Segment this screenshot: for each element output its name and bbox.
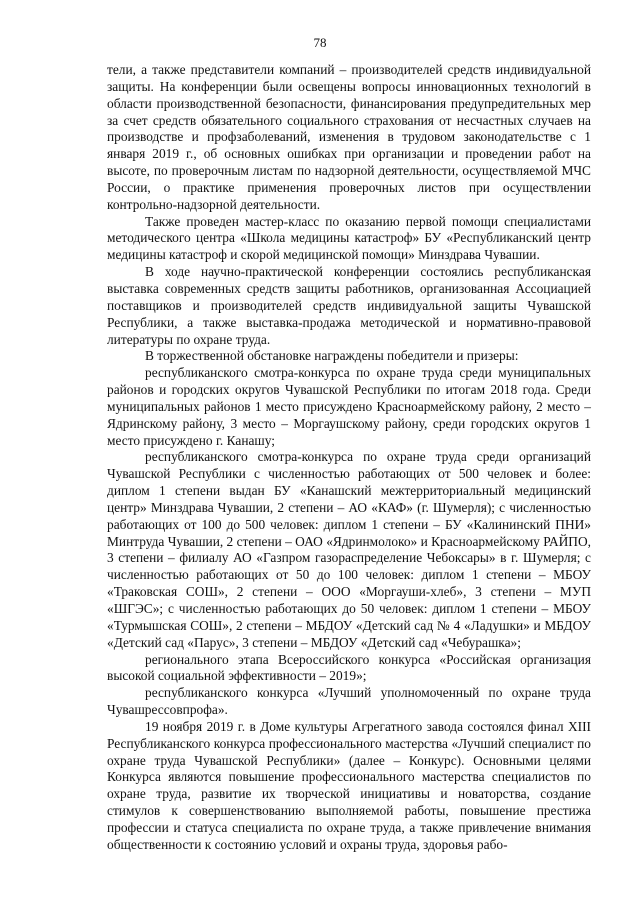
body-text bbox=[107, 62, 591, 854]
paragraph-final-contest: 19 ноября 2019 г. в Доме культуры Агрегатного завода состоялся финал XIII Республиканского конкурса профессионального мастерства «Лучший специалист по охране труда Чувашской Республики» (далее – Конкурс). Основными целями Конкурса являются повышение профессионального мастерства специалистов по охране труда, развитие их творческой инициативы и новаторства, создание стимулов к совершенствованию выполняемой работы, повышение престижа профессии и статуса специалиста по охране труда, а также привлечение внимания общественности к состоянию условий и охраны труда, здоровья рабо- bbox=[107, 718, 591, 852]
paragraph-regional-stage: регионального этапа Всероссийского конкурса «Российская организация высокой социальной эффективности – 2019»; bbox=[107, 651, 591, 684]
paragraph-conference-topics: тели, а также представители компаний – производителей средств индивидуальной защиты. На конференции были освещены вопросы инновационных технологий в области производственной безопасности, финансирования предупредительных мер за счет средств обязательного социального страхования от несчастных случаев на производстве и профзаболеваний, изменения в трудовом законодательстве с 1 января 2019 г., об основных ошибках при организации и проведении работ на высоте, по проверочным листам по надзорной деятельности, осуществляемой МЧС России, о практике применения проверочных листов при осуществлении контрольно-надзорной деятельности. bbox=[107, 62, 591, 212]
paragraph-best-commissioner: республиканского конкурса «Лучший уполномоченный по охране труда Чувашрессовпрофа». bbox=[107, 685, 591, 718]
page-number: 78 bbox=[313, 35, 327, 50]
paragraph-awards-intro: В торжественной обстановке награждены победители и призеры: bbox=[145, 348, 519, 364]
paragraph-exhibition: В ходе научно-практической конференции состоялись республиканская выставка современных средств защиты работников, организованная Ассоциацией поставщиков и производителей средств индивидуальной защиты Чувашской Республики, а также выставка-продажа методической и нормативно-правовой литературы по охране труда. bbox=[107, 264, 591, 347]
paragraph-master-class: Также проведен мастер-класс по оказанию первой помощи специалистами методического центра «Школа медицины катастроф» БУ «Республиканский центр медицины катастроф и скорой медицинской помощи» Минздрава Чувашии. bbox=[107, 213, 591, 263]
paragraph-municipal-contest: республиканского смотра-конкурса по охране труда среди муниципальных районов и городских округов Чувашской Республики по итогам 2018 года. Среди муниципальных районов 1 место присуждено Красноармейскому району, 2 место – Ядринскому району, 3 место – Моргаушскому району, среди городских округов 1 место присуждено г. Канашу; bbox=[107, 365, 591, 448]
paragraph-organizations-contest: республиканского смотра-конкурса по охране труда среди организаций Чувашской Республики с численностью работающих от 500 человек и более: диплом 1 степени выдан БУ «Канашский межтерриториальный медицинский центр» Минздрава Чувашии, 2 степени – АО «КАФ» (г. Шумерля); с численностью работающих от 100 до 500 человек: диплом 1 степени – БУ «Калининский ПНИ» Минтруда Чувашии, 2 степени – ОАО «Ядринмолоко» и Красноармейскому РАЙПО, 3 степени – филиалу АО «Газпром газораспределение Чебоксары» в г. Шумерля; с численностью работающих от 50 до 100 человек: диплом 1 степени – МБОУ «Траковская СОШ», 2 степени – ООО «Моргауши-хлеб», 3 степени – МУП «ШГЭС»; с численностью работающих до 50 человек: диплом 1 степени – МБОУ «Турмышская СОШ», 2 степени – МБДОУ «Детский сад № 4 «Ладушки» и МБДОУ «Детский сад «Парус», 3 степени – МБДОУ «Детский сад «Чебурашка»; bbox=[107, 449, 591, 650]
